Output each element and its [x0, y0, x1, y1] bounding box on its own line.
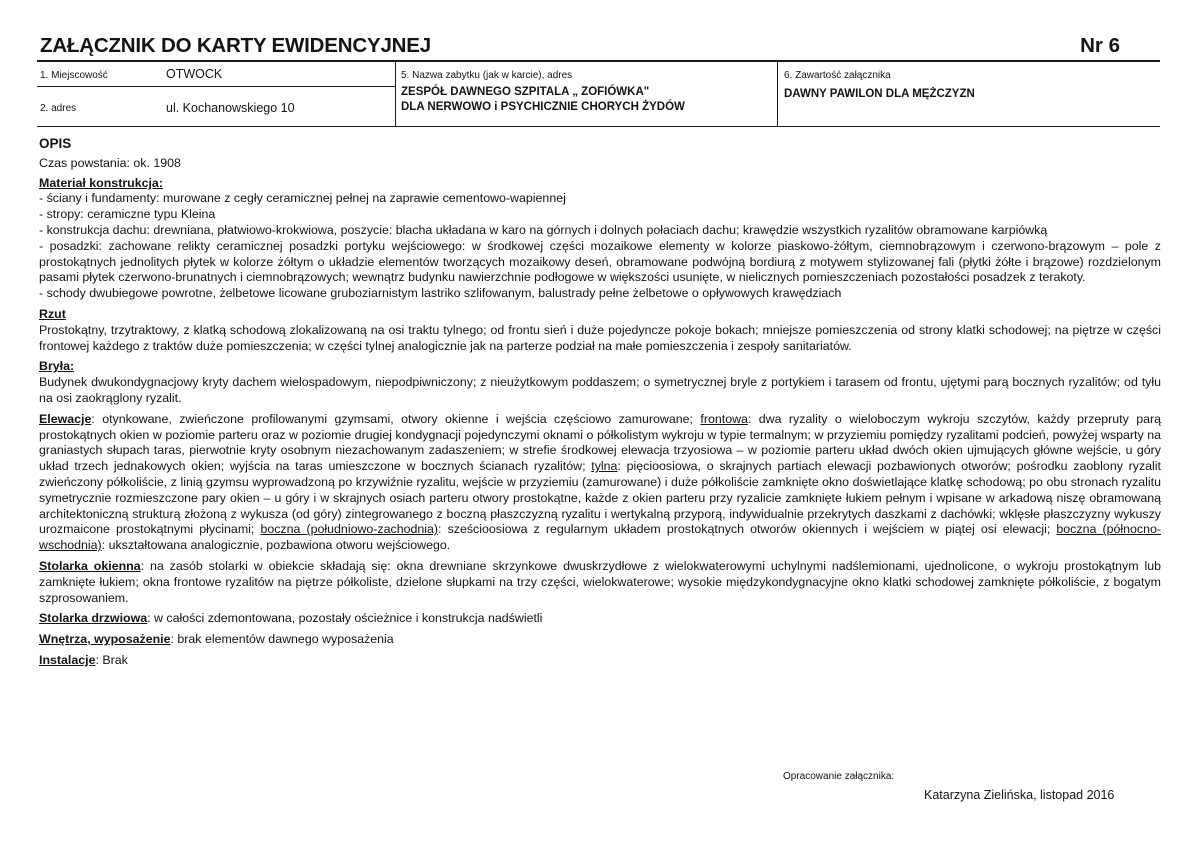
material-heading: Materiał konstrukcja:: [39, 175, 163, 190]
attachment-number: Nr 6: [1080, 34, 1120, 57]
table-row-divider: [37, 86, 395, 87]
description-body: [39, 136, 1161, 669]
stolarka-drzwiowa-heading: Stolarka drzwiowa: [39, 611, 148, 626]
elewacje-text: : pięcioosiowa, o skrajnych partiach elewacji pozbawionych otworów; pośrodku zaoblony ryzalit zwieńczony półkoliście, z linią gzymsu wyprowadzoną po krzywiźnie ryzalitu, wejście w przyziemiu (zamurowane) i duże półkoliście zamknięte okno doświetlające klatkę schodową; po obu stronach ryzalitu symetrycznie rozmieszczone pary okien – u góry i w skrajnych osiach parteru otwory prostokątne, każde z okien parteru przy ryzalicie zamknięte łukiem pełnym i wpisane w arkadową niszę obramowaną architektoniczną strukturą złożoną z wykusza (od góry) zintegrowanego z boczną płaszczyzną ryzalitu i wertykalną przyporą, indywidualnie przekrytych daszkami z dachówki; wklęsłe płaszczyzny wykuszy urozmaicone prostokątnymi płycinami;: [39, 459, 1161, 537]
elewacje-poludniowo-zachodnia: boczna (południowo-zachodnia): [260, 522, 439, 537]
bryla-heading: Bryła:: [39, 359, 75, 374]
zawartosc-label: 6. Zawartość załącznika: [784, 70, 891, 81]
miejscowosc-value: OTWOCK: [166, 67, 223, 81]
bryla-text: Budynek dwukondygnacjowy kryty dachem wielospadowym, niepodpiwniczony; z nieużytkowym poddaszem; o symetrycznej bryle z portykiem i tarasem od frontu, ujętymi parą bocznych ryzalitów; od tyłu na osi zaokrąglony ryzalit.: [39, 375, 1161, 405]
instalacje-text: : Brak: [95, 652, 128, 667]
elewacje-heading: Elewacje: [39, 411, 92, 426]
elewacje-text: : otynkowane, zwieńczone profilowanymi gzymsami, otwory okienne i wejścia częściowo zamurowane;: [91, 411, 701, 426]
elewacje-text: : ukształtowana analogicznie, pozbawiona otworu wejściowego.: [101, 538, 451, 553]
miejscowosc-label: 1. Miejscowość: [40, 70, 108, 81]
opracowanie-label: Opracowanie załącznika:: [783, 771, 895, 782]
material-line: - posadzki: zachowane relikty ceramicznej posadzki portyku wejściowego: w środkowej części mozaikowe elementy w kolorze piaskowo-żółtym, ciemnobrązowym i czerwono-brązowym – pole z prostokątnych jednolitych płytek w kolorze żółtym o układzie elementów tworzących mozaikowy deseń, obramowane podwójną bordiurą z motywem stylizowanej fali (płytki żółte i brązowe) rozdzielonym pasami płytek czerwono-brunatnych i ciemnobrązowych; wewnątrz budynku nawierzchnie podłogowe w większości usunięte, w nielicznych pomieszczeniach pozostałości posadzek z terakoty.: [39, 238, 1161, 285]
stolarka-okienna-paragraph: [39, 559, 1161, 606]
elewacje-polnocno-wschodnia: boczna (północno-wschodnia): [39, 522, 1161, 553]
author-signature: Katarzyna Zielińska, listopad 2016: [924, 788, 1115, 802]
nazwa-value-line-2: DLA NERWOWO i PSYCHICZNIE CHORYCH ŻYDÓW: [401, 101, 685, 113]
document-title: ZAŁĄCZNIK DO KARTY EWIDENCYJNEJ: [40, 34, 431, 57]
table-bottom-rule: [37, 126, 1160, 127]
opis-heading: OPIS: [39, 136, 72, 151]
elewacje-tylna: tylna: [591, 459, 618, 474]
nazwa-label: 5. Nazwa zabytku (jak w karcie), adres: [401, 70, 573, 81]
material-line: - konstrukcja dachu: drewniana, płatwiowo-krokwiowa, poszycie: blacha układana w karo na górnych i dolnych połaciach dachu; krawędzie wszystkich ryzalitów obramowane karpiówką: [39, 222, 1048, 237]
stolarka-okienna-heading: Stolarka okienna: [39, 558, 141, 573]
rzut-text: Prostokątny, trzytraktowy, z klatką schodową zlokalizowaną na osi traktu tylnego; od frontu sień i duże pojedyncze pokoje bokach; mniejsze pomieszczenia od strony klatki schodowej; na piętrze w części frontowej każdego z traktów duże pomieszczenia; w części tylnej analogicznie jak na parterze podział na małe pomieszczenia i zespoły sanitariatów.: [39, 322, 1161, 353]
elewacje-frontowa: frontowa: [700, 411, 748, 426]
stolarka-drzwiowa-text: : w całości zdemontowana, pozostały ościeżnice i konstrukcja nadświetli: [147, 611, 543, 626]
wnetrza-paragraph: [39, 632, 1161, 648]
table-top-rule: [37, 60, 1160, 62]
table-column-divider-1: [395, 61, 396, 126]
nazwa-value-line-1: ZESPÓŁ DAWNEGO SZPITALA „ ZOFIÓWKA": [401, 86, 650, 98]
zawartosc-value: DAWNY PAWILON DLA MĘŻCZYZN: [784, 88, 975, 100]
material-line: - schody dwubiegowe powrotne, żelbetowe licowane gruboziarnistym lastriko szlifowanym, balustrady pełne żelbetowe o opływowych krawędziach: [39, 286, 842, 301]
table-column-divider-2: [777, 61, 778, 126]
stolarka-okienna-text: : na zasób stolarki w obiekcie składają się: okna drewniane skrzynkowe dwuskrzydłowe z wielokwaterowymi uchylnymi nadślemionami, ujednolicone, o wykroju prostokątnym lub zamknięte łukiem; okna frontowe ryzalitów na piętrze półkoliste, dzielone słupkami na trzy części, wielokwaterowe; wysokie międzykondygnacyjne okno klatki schodowej zamknięte półkoliście, z bogatym szprosowaniem.: [39, 558, 1161, 605]
wnetrza-text: : brak elementów dawnego wyposażenia: [170, 632, 394, 647]
elewacje-text: : dwa ryzality o wieloboczym wykroju szczytów, każdy przepruty parą prostokątnych okien w poziomie parteru oraz w poziomie drugiej kondygnacji pojedynczymi oknami o półkolistym wykroju w typie termalnym; w przyziemiu pomiędzy ryzalitami podcień, powyżej wsparty na graniastych słupach taras, pierwotnie kryty osobnym niezachowanym zadaszeniem; w strefie środkowej elewacja trzyosiowa – w poziomie parteru układ dwóch okien ujmujących główne wejście, u góry układ trzech jednakowych okien; wyjścia na taras umieszczone w bocznych ścianach ryzalitów;: [39, 411, 1162, 474]
elewacje-paragraph: [39, 412, 1161, 554]
rzut-heading: Rzut: [39, 306, 66, 321]
stolarka-drzwiowa-paragraph: [39, 611, 1161, 627]
adres-value: ul. Kochanowskiego 10: [166, 101, 295, 115]
czas-powstania: Czas powstania: ok. 1908: [39, 155, 181, 170]
elewacje-text: : sześcioosiowa z regularnym układem prostokątnych otworów okiennych i wejściem w piątej osi elewacji;: [438, 522, 1057, 537]
wnetrza-heading: Wnętrza, wyposażenie: [39, 632, 171, 647]
material-line: - stropy: ceramiczne typu Kleina: [39, 207, 216, 222]
material-line: - ściany i fundamenty: murowane z cegły ceramicznej pełnej na zaprawie cementowo-wapiennej: [39, 191, 566, 206]
adres-label: 2. adres: [40, 103, 77, 114]
instalacje-paragraph: [39, 653, 1161, 669]
instalacje-heading: Instalacje: [39, 652, 96, 667]
